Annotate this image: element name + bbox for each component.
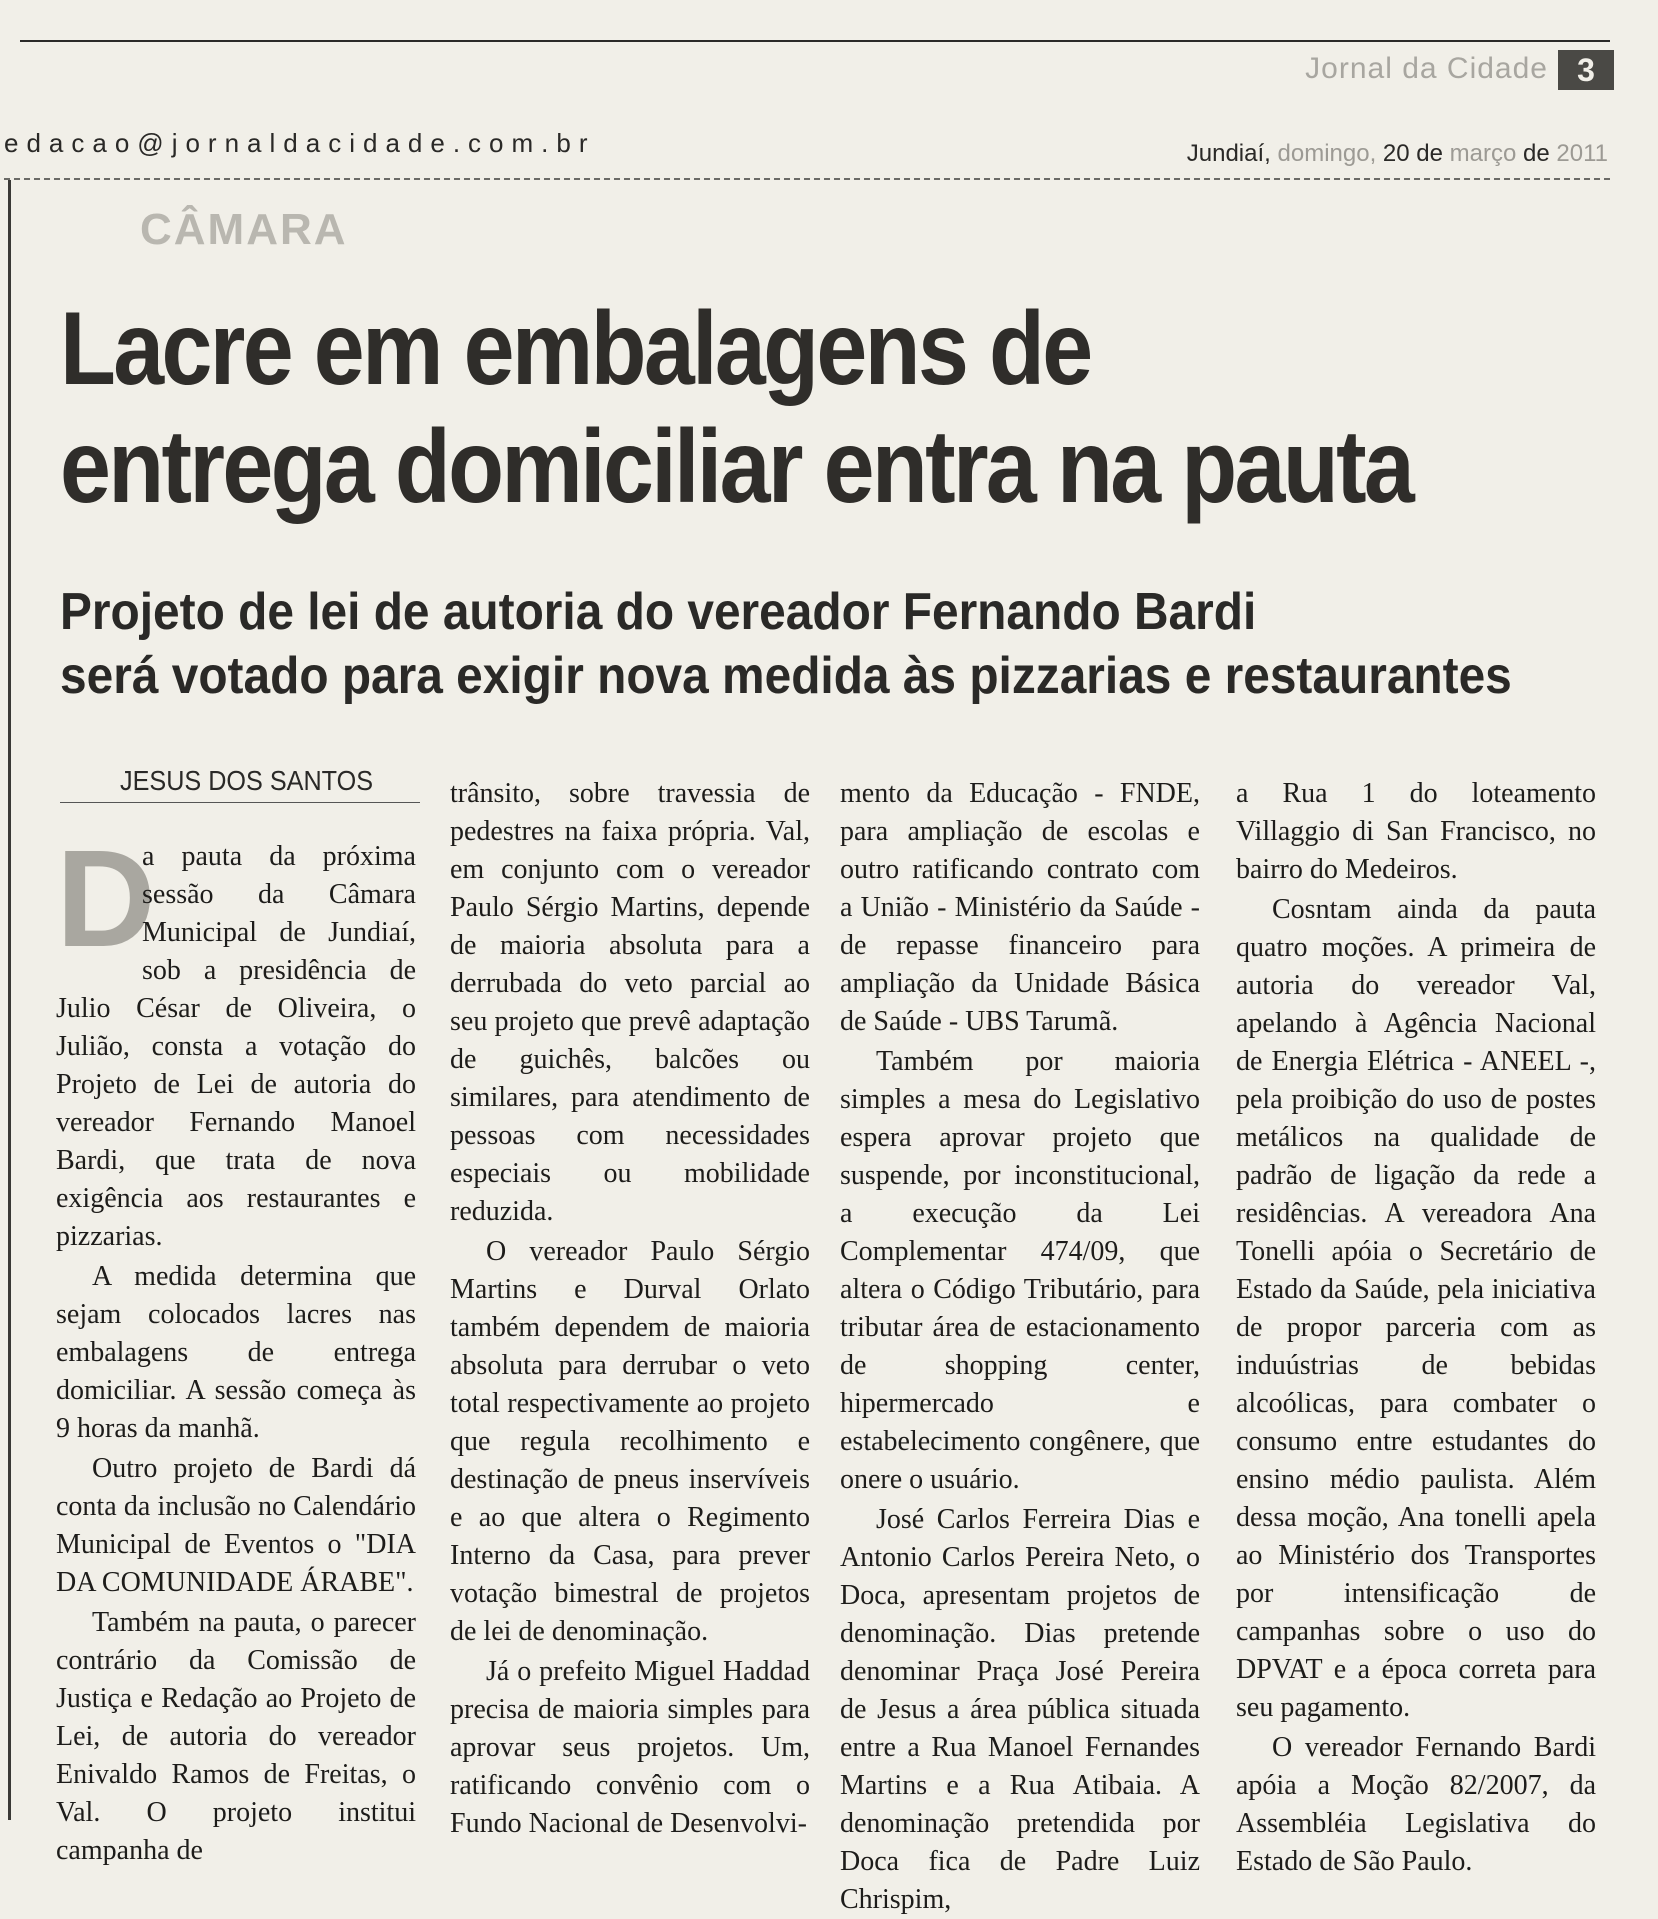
section-label: CÂMARA [140,205,348,254]
paragraph: A medida determina que sejam colocados lacres nas embalagens de entrega domiciliar. A sessão começa às 9 horas da manhã. [56,1261,416,1444]
publication-name: Jornal da Cidade [1305,52,1548,85]
paragraph [56,822,416,1256]
headline-line-2: entrega domiciliar entra na pauta [60,409,1413,525]
headline-line-1: Lacre em embalagens de [60,291,1091,407]
paragraph: mento da Educação - FNDE, para ampliação de escolas e outro ratificando contrato com a União - Ministério da Saúde - de repasse financeiro para ampliação da Unidade Básica de Saúde - UBS Tarumã. [840,778,1200,1037]
subheadline [60,580,1512,708]
date-month: março [1449,140,1517,167]
byline: JESUS DOS SANTOS [120,765,373,796]
paragraph: Outro projeto de Bardi dá conta da inclusão no Calendário Municipal de Eventos o "DIA DA COMUNIDADE ÁRABE". [56,1453,416,1598]
date-day: 20 [1382,140,1410,167]
paragraph: José Carlos Ferreira Dias e Antonio Carlos Pereira Neto, o Doca, apresentam projetos de denominação. Dias pretende denominar Praça José Pereira de Jesus a área pública situada entre a Rua Manoel Fernandes Martins e a Rua Atibaia. A denominação pretendida por Doca fica de Padre Luiz Chrispim, [840,1504,1200,1915]
subheadline-line-2: será votado para exigir nova medida às pizzarias e restaurantes [60,647,1512,705]
article-column-4 [1236,775,1596,1881]
paragraph: trânsito, sobre travessia de pedestres na faixa própria. Val, em conjunto com o vereador Paulo Sérgio Martins, depende de maioria absoluta para a derrubada do veto parcial ao seu projeto que prevê adaptação de guichês, balcões ou similares, para atendimento de pessoas com necessidades especiais ou mobilidade reduzida. [450,778,810,1227]
article-column-1 [56,822,416,1870]
dateline [1187,140,1608,168]
paragraph: Cosntam ainda da pauta quatro moções. A primeira de autoria do vereador Val, apelando à Agência Nacional de Energia Elétrica - ANEEL -, pela proibição do uso de postes metálicos na qualidade de padrão de ligação da rede a residências. A vereadora Ana Tonelli apóia o Secretário de Estado da Saúde, pela iniciativa de propor parceria com as induústrias de bebidas alcoólicas, para combater o consumo entre estudantes do ensino médio paulista. Além dessa moção, Ana tonelli apela ao Ministério dos Transportes por intensificação de campanhas sobre o uso do DPVAT e a época correta para seu pagamento. [1236,894,1596,1723]
headline [60,290,1433,526]
paragraph-text: a pauta da próxima sessão da Câmara Municipal de Jundiaí, sob a presidência de Julio César de Oliveira, o Julião, consta a votação do Projeto de Lei de autoria do vereador Fernando Manoel Bardi, que trata de nova exigência aos restaurantes e pizzarias. [56,841,416,1252]
paragraph: Já o prefeito Miguel Haddad precisa de maioria simples para aprovar seus projetos. Um, ratificando convênio com o Fundo Nacional de Desenvolvi- [450,1656,810,1839]
header-rule [4,178,1610,180]
top-rule [20,40,1610,42]
editorial-email: edacao@jornaldacidade.com.br [4,128,596,158]
byline-rule [60,802,420,803]
left-margin-bar [8,180,11,1820]
drop-cap: D [56,822,156,976]
date-city: Jundiaí, [1186,140,1271,167]
date-de-2: de [1523,140,1550,167]
article-column-3 [840,775,1200,1919]
paragraph: Também na pauta, o parecer contrário da Comissão de Justiça e Redação ao Projeto de Lei, de autoria do vereador Enivaldo Ramos de Freitas, o Val. O projeto institui campanha de [56,1607,416,1866]
paragraph: a Rua 1 do loteamento Villaggio di San Francisco, no bairro do Medeiros. [1236,778,1596,885]
date-de-1: de [1416,140,1443,167]
paragraph: Também por maioria simples a mesa do Legislativo espera aprovar projeto que suspende, por inconstitucional, a execução da Lei Complementar 474/09, que altera o Código Tributário, para tributar área de estacionamento de shopping center, hipermercado e estabelecimento congênere, que onere o usuário. [840,1046,1200,1495]
subheadline-line-1: Projeto de lei de autoria do vereador Fernando Bardi [60,583,1257,641]
date-year: 2011 [1556,140,1608,167]
date-weekday: domingo, [1277,140,1377,167]
paragraph: O vereador Paulo Sérgio Martins e Durval Orlato também dependem de maioria absoluta para derrubar o veto total respectivamente ao projeto que regula recolhimento e destinação de pneus inservíveis e ao que altera o Regimento Interno da Casa, para prever votação bimestral de projetos de lei de denominação. [450,1236,810,1647]
article-column-2 [450,775,810,1843]
page-number-badge: 3 [1558,50,1614,90]
paragraph: O vereador Fernando Bardi apóia a Moção 82/2007, da Assembléia Legislativa do Estado de São Paulo. [1236,1732,1596,1877]
